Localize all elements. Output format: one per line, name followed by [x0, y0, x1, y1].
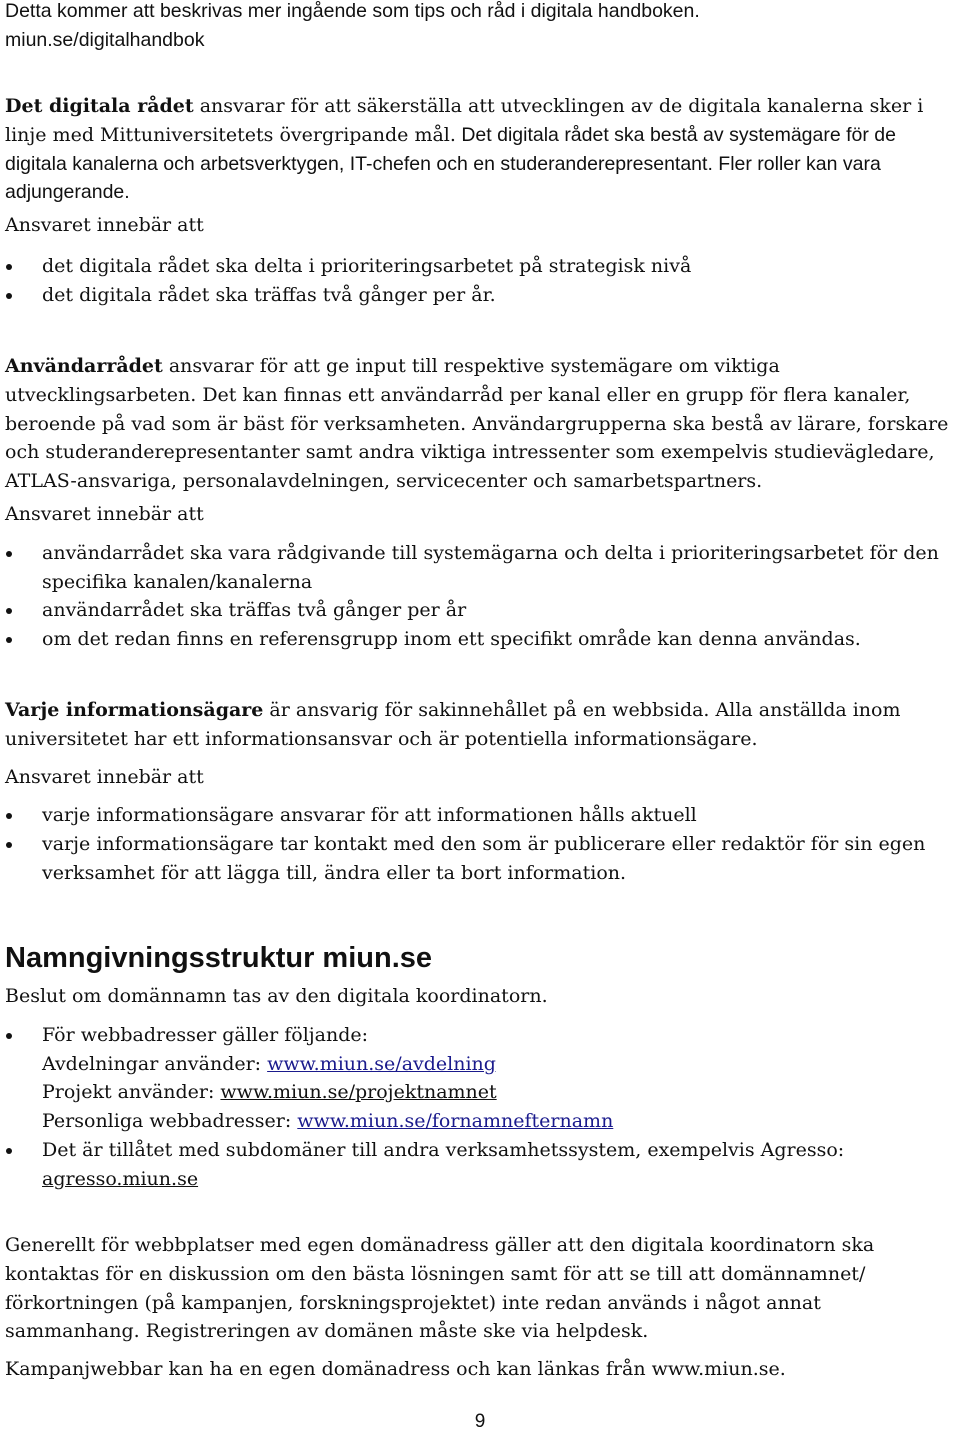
subdomain-link[interactable]: agresso.miun.se [42, 1167, 199, 1190]
projects-line [42, 1078, 960, 1107]
info-owner-term: Varje informationsägare [5, 699, 264, 721]
user-council-text-b: Användargrupperna ska bestå av lärare, forskare och studeranderepresentanter samt andra viktiga intressenter som exempelvis studievägledare, ATLAS-ansvariga, personalavdelningen, servicecenter och samarbetspartners. [5, 412, 949, 493]
user-council-section [5, 352, 960, 654]
digital-council-text-a: ansvarar för att säkerställa att utvecklingen av de digitala kanalerna sker i linje med Mittuniversitetets övergripande mål. [5, 95, 924, 146]
user-council-responsibility-label: Ansvaret innebär att [5, 502, 204, 525]
user-council-text-a: ansvarar för att ge input till respektive systemägare om viktiga utvecklingsarbeten. Det kan finnas ett användarråd per kanal eller en grupp för flera kanaler, beroende på vad som är bäst för verksamheten. [5, 355, 911, 435]
personal-link[interactable]: www.miun.se/fornamnefternamn [297, 1110, 614, 1133]
info-owner-paragraph [5, 696, 960, 754]
info-owner-bullets [5, 801, 960, 887]
subdomain-text: Det är tillåtet med subdomäner till andra verksamhetssystem, exempelvis Agresso: [42, 1138, 845, 1161]
naming-general-paragraph: Generellt för webbplatser med egen domänadress gäller att den digitala koordinatorn ska kontaktas för en diskussion om den bästa lösningen samt för att se till att domännamnet/ förkortningen (på kampanjen, forskningsprojektet) inte redan används i något annat sammanhang. Registreringen av domänen måste ske via helpdesk. [5, 1234, 875, 1343]
bullet-item: om det redan finns en referensgrupp inom ett specifikt område kan denna användas. [5, 625, 960, 654]
departments-label: Avdelningar använder: [42, 1052, 268, 1075]
digital-council-bullets [5, 252, 960, 310]
digital-council-text-b: Det digitala rådet ska bestå av systemägare för de digitala kanalerna och arbetsverktygen, IT-chefen och en studeranderepresentant. Fler roller kan vara adjungerande. [5, 123, 896, 204]
digital-council-term: Det digitala rådet [5, 95, 194, 117]
bullet-item: användarrådet ska träffas två gånger per år [5, 596, 960, 625]
personal-label: Personliga webbadresser: [42, 1110, 298, 1133]
bullet-item: varje informationsägare ansvarar för att informationen hålls aktuell [5, 801, 960, 830]
bullet-item: varje informationsägare tar kontakt med den som är publicerare eller redaktör för sin egen verksamhet för att lägga till, ändra eller ta bort information. [5, 830, 960, 888]
digital-council-responsibility-label: Ansvaret innebär att [5, 214, 204, 237]
page-number: 9 [474, 1411, 486, 1432]
digital-council-paragraph [5, 92, 960, 207]
departments-line [42, 1050, 960, 1079]
web-addresses-label: För webbadresser gäller följande: [42, 1023, 369, 1046]
intro-line-2: miun.se/digitalhandbok [5, 29, 205, 51]
info-owner-responsibility-label: Ansvaret innebär att [5, 765, 204, 788]
personal-line [42, 1107, 960, 1136]
naming-campaign-paragraph: Kampanjwebbar kan ha en egen domänadress och kan länkas från www.miun.se. [5, 1358, 786, 1380]
naming-decision: Beslut om domännamn tas av den digitala koordinatorn. [5, 985, 548, 1007]
bullet-item: det digitala rådet ska träffas två gånger per år. [5, 281, 960, 310]
bullet-item: det digitala rådet ska delta i prioriteringsarbetet på strategisk nivå [5, 252, 960, 281]
departments-link[interactable]: www.miun.se/avdelning [267, 1052, 496, 1075]
subdomain-item [5, 1136, 960, 1194]
user-council-bullets [5, 539, 960, 654]
user-council-paragraph [5, 352, 960, 496]
bullet-item: användarrådet ska vara rådgivande till systemägarna och delta i prioriteringsarbetet för den specifika kanalen/kanalerna [5, 539, 960, 597]
info-owner-text-b: Alla anställda inom universitetet har ett informationsansvar och är potentiella informationsägare. [5, 699, 901, 750]
user-council-term: Användarrådet [5, 355, 163, 377]
info-owner-section [5, 696, 960, 888]
web-addresses-item [5, 1021, 960, 1136]
naming-heading: Namngivningsstruktur miun.se [5, 942, 433, 974]
intro-line-1: Detta kommer att beskrivas mer ingående som tips och råd i digitala handboken. [5, 0, 700, 22]
digital-council-section [5, 92, 960, 310]
projects-link[interactable]: www.miun.se/projektnamnet [220, 1081, 497, 1104]
info-owner-text-a: är ansvarig för sakinnehållet på en webbsida. [263, 699, 710, 721]
projects-label: Projekt använder: [42, 1081, 221, 1104]
naming-bullets [5, 1021, 960, 1194]
naming-section [5, 982, 960, 1194]
